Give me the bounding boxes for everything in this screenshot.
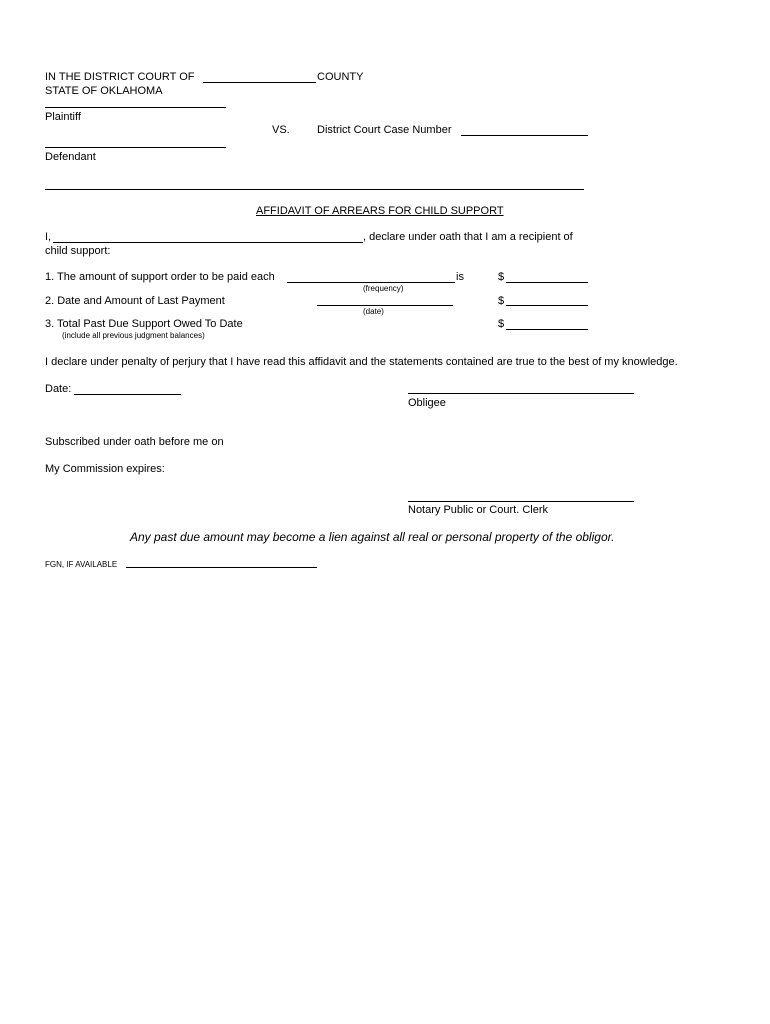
separator-line — [45, 189, 584, 190]
defendant-label: Defendant — [45, 151, 96, 163]
document-title: AFFIDAVIT OF ARREARS FOR CHILD SUPPORT — [256, 205, 504, 217]
fgn-label: FGN, IF AVAILABLE — [45, 560, 118, 569]
obligee-signature-line[interactable] — [408, 393, 634, 394]
date-hint: (date) — [363, 307, 384, 316]
item3-label: 3. Total Past Due Support Owed To Date — [45, 318, 243, 330]
plaintiff-label: Plaintiff — [45, 111, 81, 123]
perjury-statement: I declare under penalty of perjury that I have read this affidavit and the statements contained are true to the best of my knowledge. — [45, 356, 678, 368]
declaration-suffix: , declare under oath that I am a recipient of — [363, 231, 573, 243]
item2-label: 2. Date and Amount of Last Payment — [45, 295, 225, 307]
county-suffix: COUNTY — [317, 71, 364, 83]
court-prefix: IN THE DISTRICT COURT OF — [45, 71, 195, 83]
item1-is: is — [456, 271, 464, 283]
item1-label: 1. The amount of support order to be paid each — [45, 271, 275, 283]
frequency-hint: (frequency) — [363, 284, 404, 293]
item1-currency: $ — [498, 271, 505, 283]
item3-amount-line[interactable] — [506, 329, 588, 330]
case-number-line[interactable] — [461, 135, 588, 136]
date-line[interactable] — [74, 394, 181, 395]
defendant-line[interactable] — [45, 147, 226, 148]
item1-amount-line[interactable] — [506, 282, 588, 283]
lien-notice: Any past due amount may become a lien against all real or personal property of the obligor. — [130, 530, 615, 544]
last-payment-date-line[interactable] — [317, 305, 453, 306]
fgn-line[interactable] — [126, 567, 317, 568]
case-number-label: District Court Case Number — [317, 124, 452, 136]
plaintiff-line[interactable] — [45, 107, 226, 108]
county-line[interactable] — [203, 82, 316, 83]
declaration-line2: child support: — [45, 245, 111, 257]
notary-signature-line[interactable] — [408, 501, 634, 502]
obligee-label: Obligee — [408, 397, 446, 409]
item2-currency: $ — [498, 295, 505, 307]
commission-label: My Commission expires: — [45, 463, 165, 475]
date-label: Date: — [45, 383, 72, 395]
state-label: STATE OF OKLAHOMA — [45, 85, 163, 97]
item3-note: (include all previous judgment balances) — [62, 331, 205, 340]
item2-amount-line[interactable] — [506, 305, 588, 306]
vs-label: VS. — [272, 124, 290, 136]
frequency-line[interactable] — [287, 282, 455, 283]
notary-label: Notary Public or Court. Clerk — [408, 504, 548, 516]
declarant-name-line[interactable] — [53, 242, 363, 243]
declaration-prefix: I, — [45, 231, 52, 243]
subscribed-label: Subscribed under oath before me on — [45, 436, 224, 448]
item3-currency: $ — [498, 318, 505, 330]
